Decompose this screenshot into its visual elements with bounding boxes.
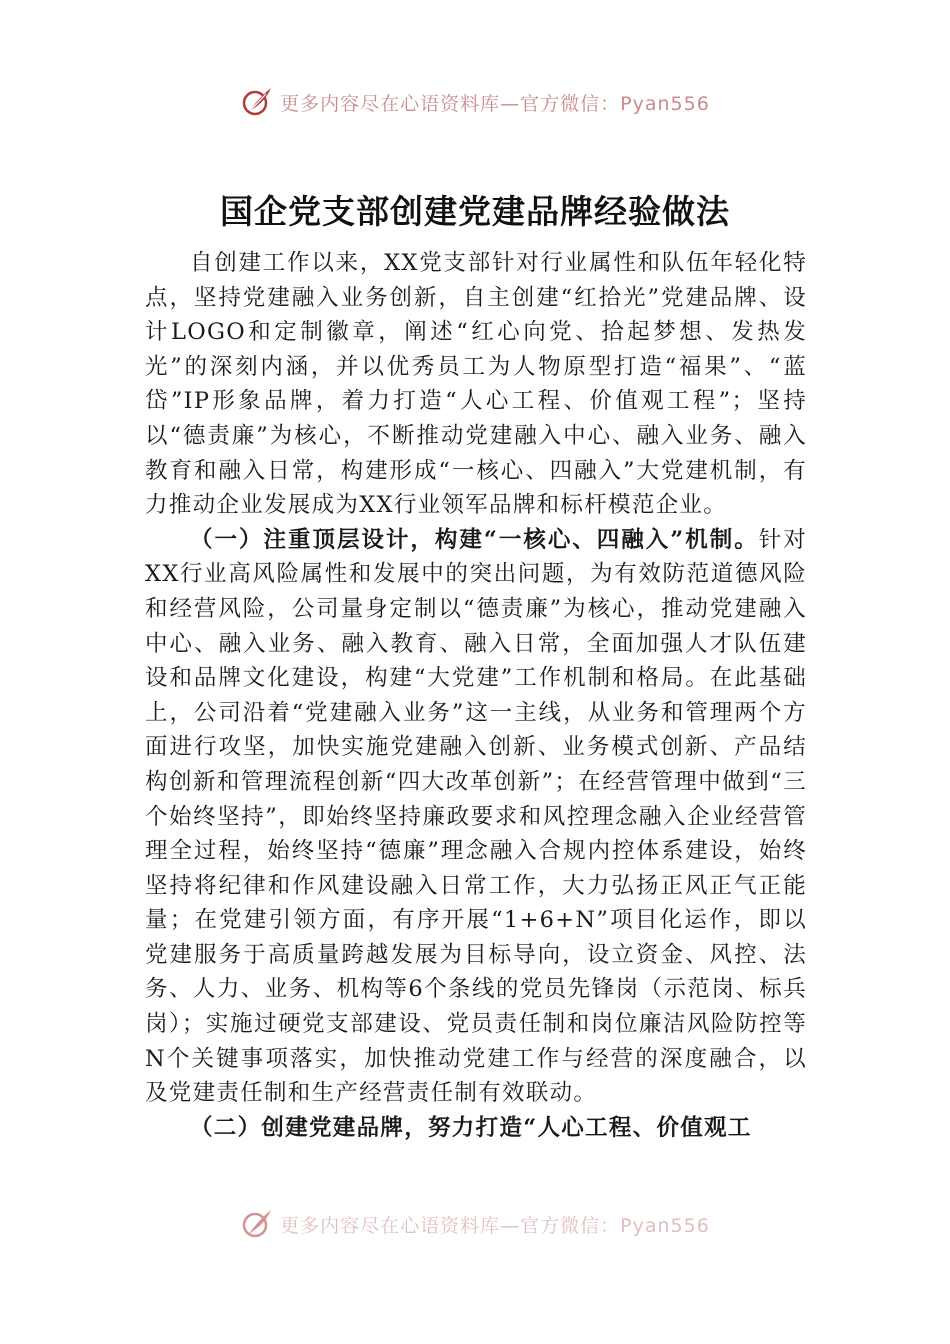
footer-watermark xyxy=(0,1204,950,1244)
paragraph-text: 自创建工作以来，XX党支部针对行业属性和队伍年轻化特点，坚持党建融入业务创新，自主创建“红拾光”党建品牌、设计LOGO和定制徽章，阐述“红心向党、拾起梦想、发热发光”的深刻内涵，并以优秀员工为人物原型打造“福果”、“蓝岱”IP形象品牌，着力打造“人心工程、价值观工程”；坚持以“德责廉”为核心，不断推动党建融入中心、融入业务、融入教育和融入日常，构建形成“一核心、四融入”大党建机制，有力推动企业发展成为XX行业领军品牌和标杆模范企业。 xyxy=(145,250,807,519)
watermark-text: 更多内容尽在心语资料库—官方微信：Pyan556 xyxy=(280,1214,710,1237)
feather-logo-icon xyxy=(240,1207,274,1241)
section-heading: （二）创建党建品牌，努力打造“人心工程、价值观工 xyxy=(190,1114,752,1141)
document-body xyxy=(145,246,807,1145)
document-title: 国企党支部创建党建品牌经验做法 xyxy=(220,192,730,231)
paragraph-text: 针对XX行业高风险属性和发展中的突出问题，为有效防范道德风险和经营风险，公司量身定制以“德责廉”为核心，推动党建融入中心、融入业务、融入教育、融入日常，全面加强人才队伍建设和品牌文化建设，构建“大党建”工作机制和格局。在此基础上，公司沿着“党建融入业务”这一主线，从业务和管理两个方面进行攻坚，加快实施党建融入创新、业务模式创新、产品结构创新和管理流程创新“四大改革创新”；在经营管理中做到“三个始终坚持”，即始终坚持廉政要求和风控理念融入企业经营管理全过程，始终坚持“德廉”理念融入合规内控体系建设，始终坚持将纪律和作风建设融入日常工作，大力弘扬正风正气正能量；在党建引领方面，有序开展“1+6+N”项目化运作，即以党建服务于高质量跨越发展为目标导向，设立资金、风控、法务、人力、业务、机构等6个条线的党员先锋岗（示范岗、标兵岗）；实施过硬党支部建设、党员责任制和岗位廉洁风险防控等N个关键事项落实，加快推动党建工作与经营的深度融合，以及党建责任制和生产经营责任制有效联动。 xyxy=(145,526,807,1107)
paragraph-section-2 xyxy=(145,1111,807,1146)
feather-logo-icon xyxy=(240,85,274,119)
paragraph-section-1 xyxy=(145,523,807,1111)
section-heading: （一）注重顶层设计，构建“一核心、四融入”机制。 xyxy=(190,526,759,553)
watermark-text: 更多内容尽在心语资料库—官方微信：Pyan556 xyxy=(280,92,710,115)
paragraph-intro xyxy=(145,246,807,523)
header-watermark xyxy=(0,82,950,122)
